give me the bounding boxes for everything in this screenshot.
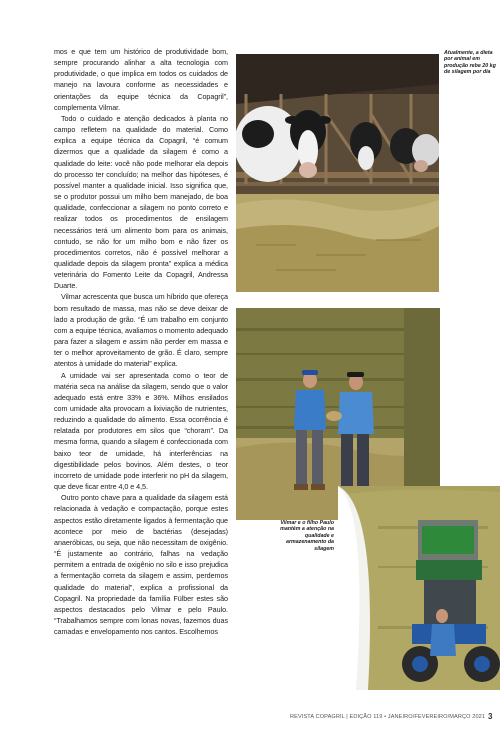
- cows-caption: Atualmente, a dieta por animal em produção rebe 20 kg de silagem por dia: [444, 50, 496, 76]
- footer-text: REVISTA COPAGRIL | EDIÇÃO 119 • JANEIRO/FEVEREIRO/MARÇO 2021: [290, 714, 486, 720]
- tractor-photo: [338, 486, 500, 690]
- page-number: 3: [488, 712, 493, 721]
- paragraph-2: Todo o cuidado e atenção dedicados à planta no campo refletem na qualidade do material. Como explica a equipe técnica da Copagril, “é comum dizermos que a qualidade da silagem é como a qualidade do leite: você não pode melhorar ela depois do processo ter concluído; na melhor das hipóteses, é possível manter a qualidade inicial. Isso significa que, se o produtor possui um milho bem manejado, de boa qualidade, confeccionar a silagem no ponto correto e realizar todos os procedimentos de ensilagem necessários terá um alimento bom para os animais, contudo, se não for um milho bom e não fizer os procedimentos corretos, não é possível melhorar a qualidade depois da silagem pronta” explica a médica veterinária do Fomento Leite da Copagril, Andressa Duarte.: [54, 113, 228, 291]
- cows-photo: [236, 54, 439, 292]
- page-footer: [290, 714, 500, 720]
- paragraph-5: Outro ponto chave para a qualidade da silagem está relacionada à vedação e compactação, porque estes aspectos estão diretamente ligados à fermentação que acontece por meio de bactérias (desejadas) anaeróbicas, ou seja, que não necessitam de oxigênio. “É justamente ao contrário, falhas na vedação permitem a entrada de oxigênio no silo e isso prejudica a fermentação correta da silagem e assim, perdemos qualidade do material”, explica a profissional da Copagril. Na propriedade da família Fülber estes são aspectos destacados pelo Vilmar e pelo Paulo. “Trabalhamos sempre com lonas novas, fazemos duas camadas e envelopamento nos cantos. Escolhemos: [54, 493, 228, 637]
- silo-caption: Vilmar e o filho Paulo mantém a atenção na qualidade e armazenamento da silagem: [280, 520, 334, 552]
- paragraph-4: A umidade vai ser apresentada como o teor de matéria seca na análise da silagem, sendo que o valor adequado está entre 33% e 36%. Milhos ensilados com umidade alta provocam a lixiviação de nutrientes, reduzindo a qualidade do alimento. Essa ocorrência é relatada por produtores em silos que “choram”. Da mesma forma, quando a silagem é confeccionada com baixo teor de umidade, há interferências na digestibilidade pelos bovinos. Além destes, o teor incorreto de umidade pode interferir no pH da silagem, que deve ficar entre 4,0 e 4,5.: [54, 370, 228, 492]
- article-body: [54, 46, 228, 637]
- paragraph-3: Vilmar acrescenta que busca um híbrido que ofereça bom resultado de massa, mas não se deve deixar de lado a produção de grão. “É um trabalho em conjunto com a equipe técnica, avaliamos o momento adequado para fazer a silagem e assim não perder em massa e ter o melhor aproveitamento de grão. É claro, sempre atentos à umidade do material” explica.: [54, 292, 228, 369]
- paragraph-1: mos e que tem um histórico de produtividade bom, sempre procurando alinhar a alta tecnologia com produtividade, o que implica em todos os cuidados de manejo na lavoura conforme as necessidades e orientações da equipe técnica da Copagril”, complementa Vilmar.: [54, 47, 228, 112]
